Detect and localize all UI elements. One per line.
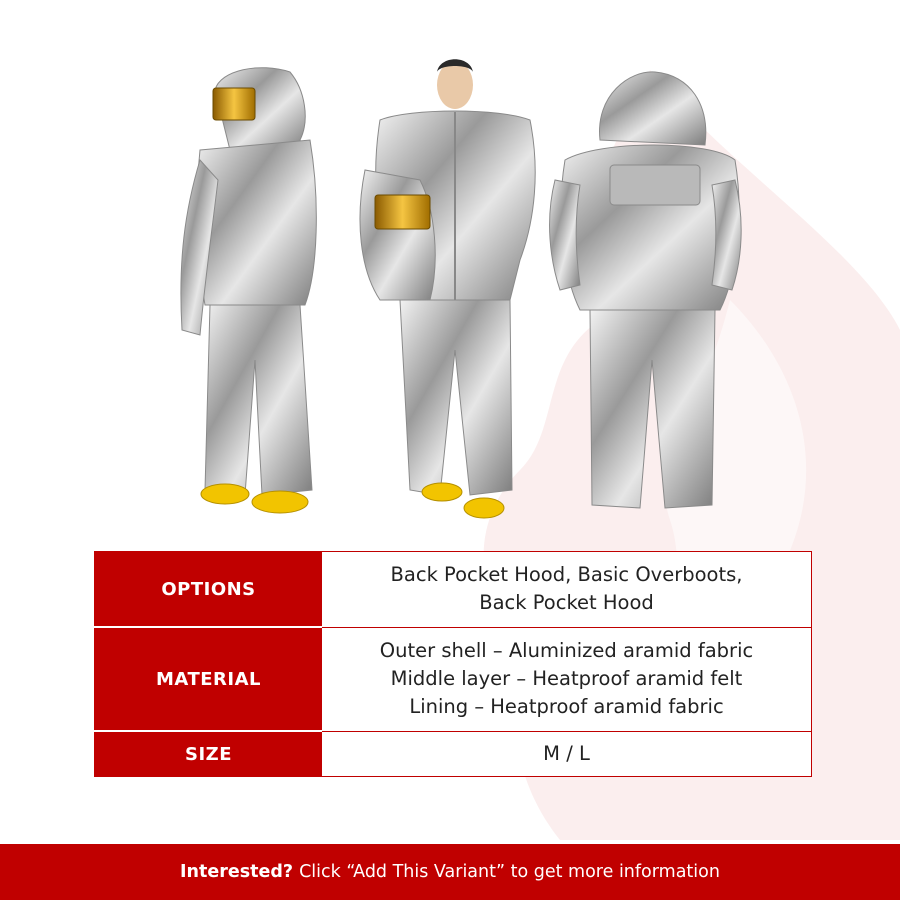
cta-strong-text: Interested? xyxy=(180,862,294,882)
options-value xyxy=(322,552,812,628)
spec-table xyxy=(94,551,812,777)
options-label: OPTIONS xyxy=(95,552,323,628)
suit-front-view-image xyxy=(360,59,535,518)
material-label: MATERIAL xyxy=(95,627,323,731)
options-value-line: Back Pocket Hood, Basic Overboots, xyxy=(390,563,743,587)
options-value-line: Back Pocket Hood xyxy=(479,591,654,615)
size-value-line: M / L xyxy=(543,741,590,765)
material-value-line: Lining – Heatproof aramid fabric xyxy=(409,695,724,718)
material-value xyxy=(322,627,812,731)
spec-row-material xyxy=(95,627,812,731)
size-label: SIZE xyxy=(95,731,323,777)
material-value-line: Middle layer – Heatproof aramid felt xyxy=(390,667,743,690)
size-value xyxy=(322,731,812,777)
material-value-line: Outer shell – Aluminized aramid fabric xyxy=(379,639,754,662)
spec-row-size xyxy=(95,731,812,777)
suit-side-view-image xyxy=(181,68,316,513)
cta-text: Click “Add This Variant” to get more information xyxy=(299,862,720,882)
suit-back-view-image xyxy=(550,72,742,508)
spec-row-options xyxy=(95,552,812,628)
cta-banner xyxy=(0,844,900,900)
